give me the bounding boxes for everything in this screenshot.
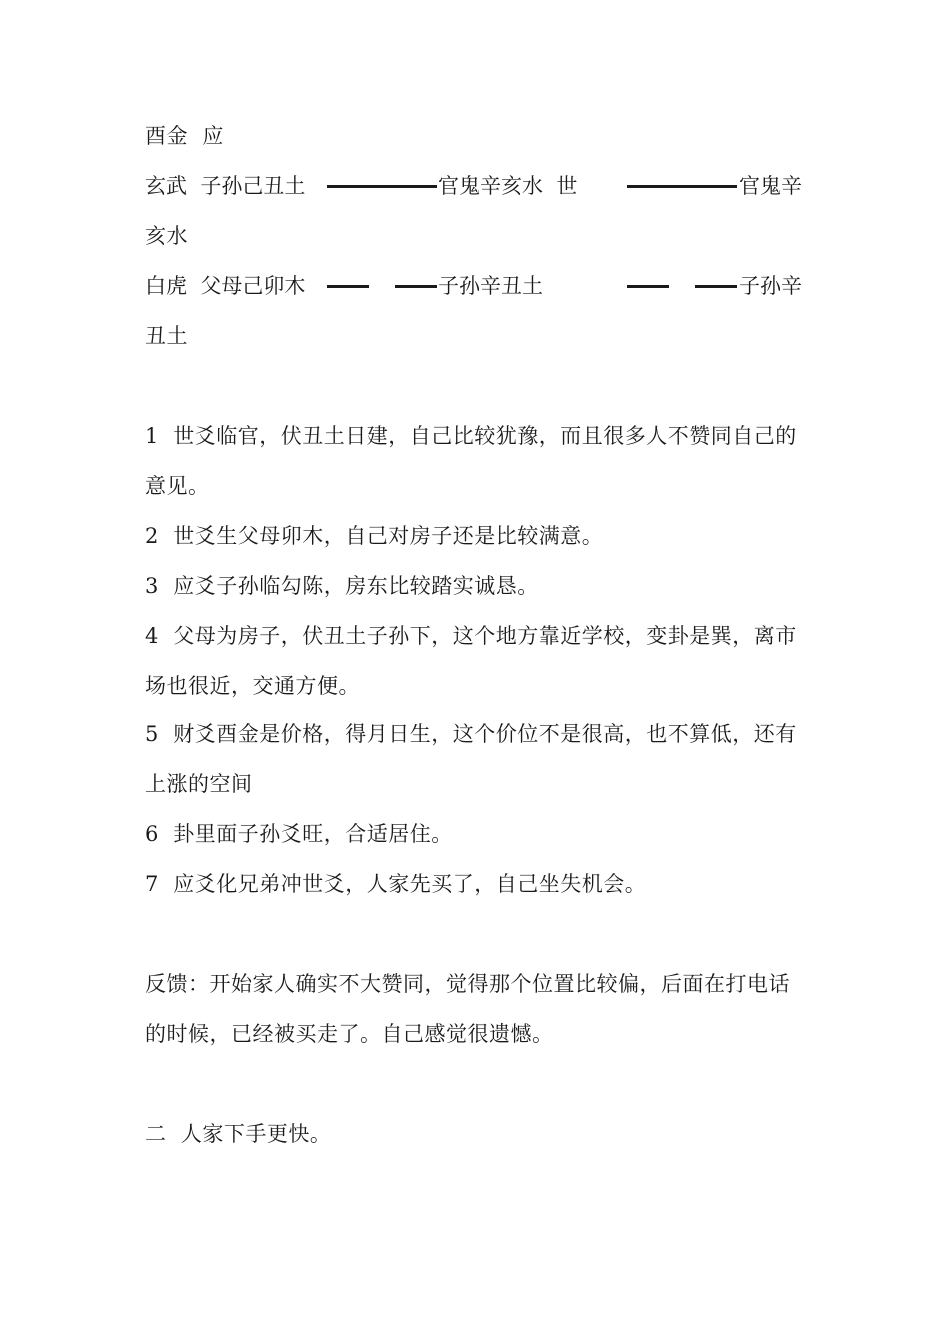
analysis-item-4: 4 父母为房子，伏丑土子孙下，这个地方靠近学校，变卦是巽，离市 <box>145 624 797 648</box>
yin-line-ben-right <box>395 285 437 288</box>
yin-line-ben-left <box>327 285 369 288</box>
feedback-line-1: 反馈：开始家人确实不大赞同，觉得那个位置比较偏，后面在打电话 <box>145 972 790 996</box>
yang-line-bian <box>627 185 737 188</box>
row1-bian-change: 官鬼辛 <box>739 174 802 198</box>
feedback-line-2: 的时候，已经被买走了。自己感觉很遗憾。 <box>145 1022 554 1046</box>
row2-ben-change: 子孙辛丑土 <box>438 274 543 298</box>
hexagram-row-2 <box>145 272 815 300</box>
hexagram-row-0: 酉金 应 <box>145 124 224 148</box>
section-2-heading: 二 人家下手更快。 <box>145 1122 332 1146</box>
yang-line-ben <box>327 185 437 188</box>
analysis-item-1: 1 世爻临官，伏丑土日建，自己比较犹豫，而且很多人不赞同自己的 <box>145 424 797 448</box>
analysis-item-3: 3 应爻子孙临勾陈，房东比较踏实诚恳。 <box>145 574 539 598</box>
row1-liushen-liuqin: 玄武 子孙己丑土 <box>145 174 306 198</box>
analysis-item-1-cont: 意见。 <box>145 474 210 498</box>
hexagram-row-2-wrap: 丑土 <box>145 324 188 348</box>
yin-line-bian-right <box>695 285 737 288</box>
analysis-item-4-cont: 场也很近，交通方便。 <box>145 674 360 698</box>
analysis-item-7: 7 应爻化兄弟冲世爻，人家先买了，自己坐失机会。 <box>145 872 647 896</box>
yin-line-bian-left <box>627 285 669 288</box>
analysis-item-5: 5 财爻酉金是价格，得月日生，这个价位不是很高，也不算低，还有 <box>145 722 797 746</box>
row2-liushen-liuqin: 白虎 父母己卯木 <box>145 274 306 298</box>
analysis-item-6: 6 卦里面子孙爻旺，合适居住。 <box>145 822 453 846</box>
hexagram-row-1-wrap: 亥水 <box>145 224 188 248</box>
analysis-item-5-cont: 上涨的空间 <box>145 772 253 796</box>
hexagram-row-1 <box>145 172 815 200</box>
row1-ben-change: 官鬼辛亥水 世 <box>438 174 578 198</box>
analysis-item-2: 2 世爻生父母卯木，自己对房子还是比较满意。 <box>145 524 604 548</box>
row2-bian-change: 子孙辛 <box>739 274 802 298</box>
